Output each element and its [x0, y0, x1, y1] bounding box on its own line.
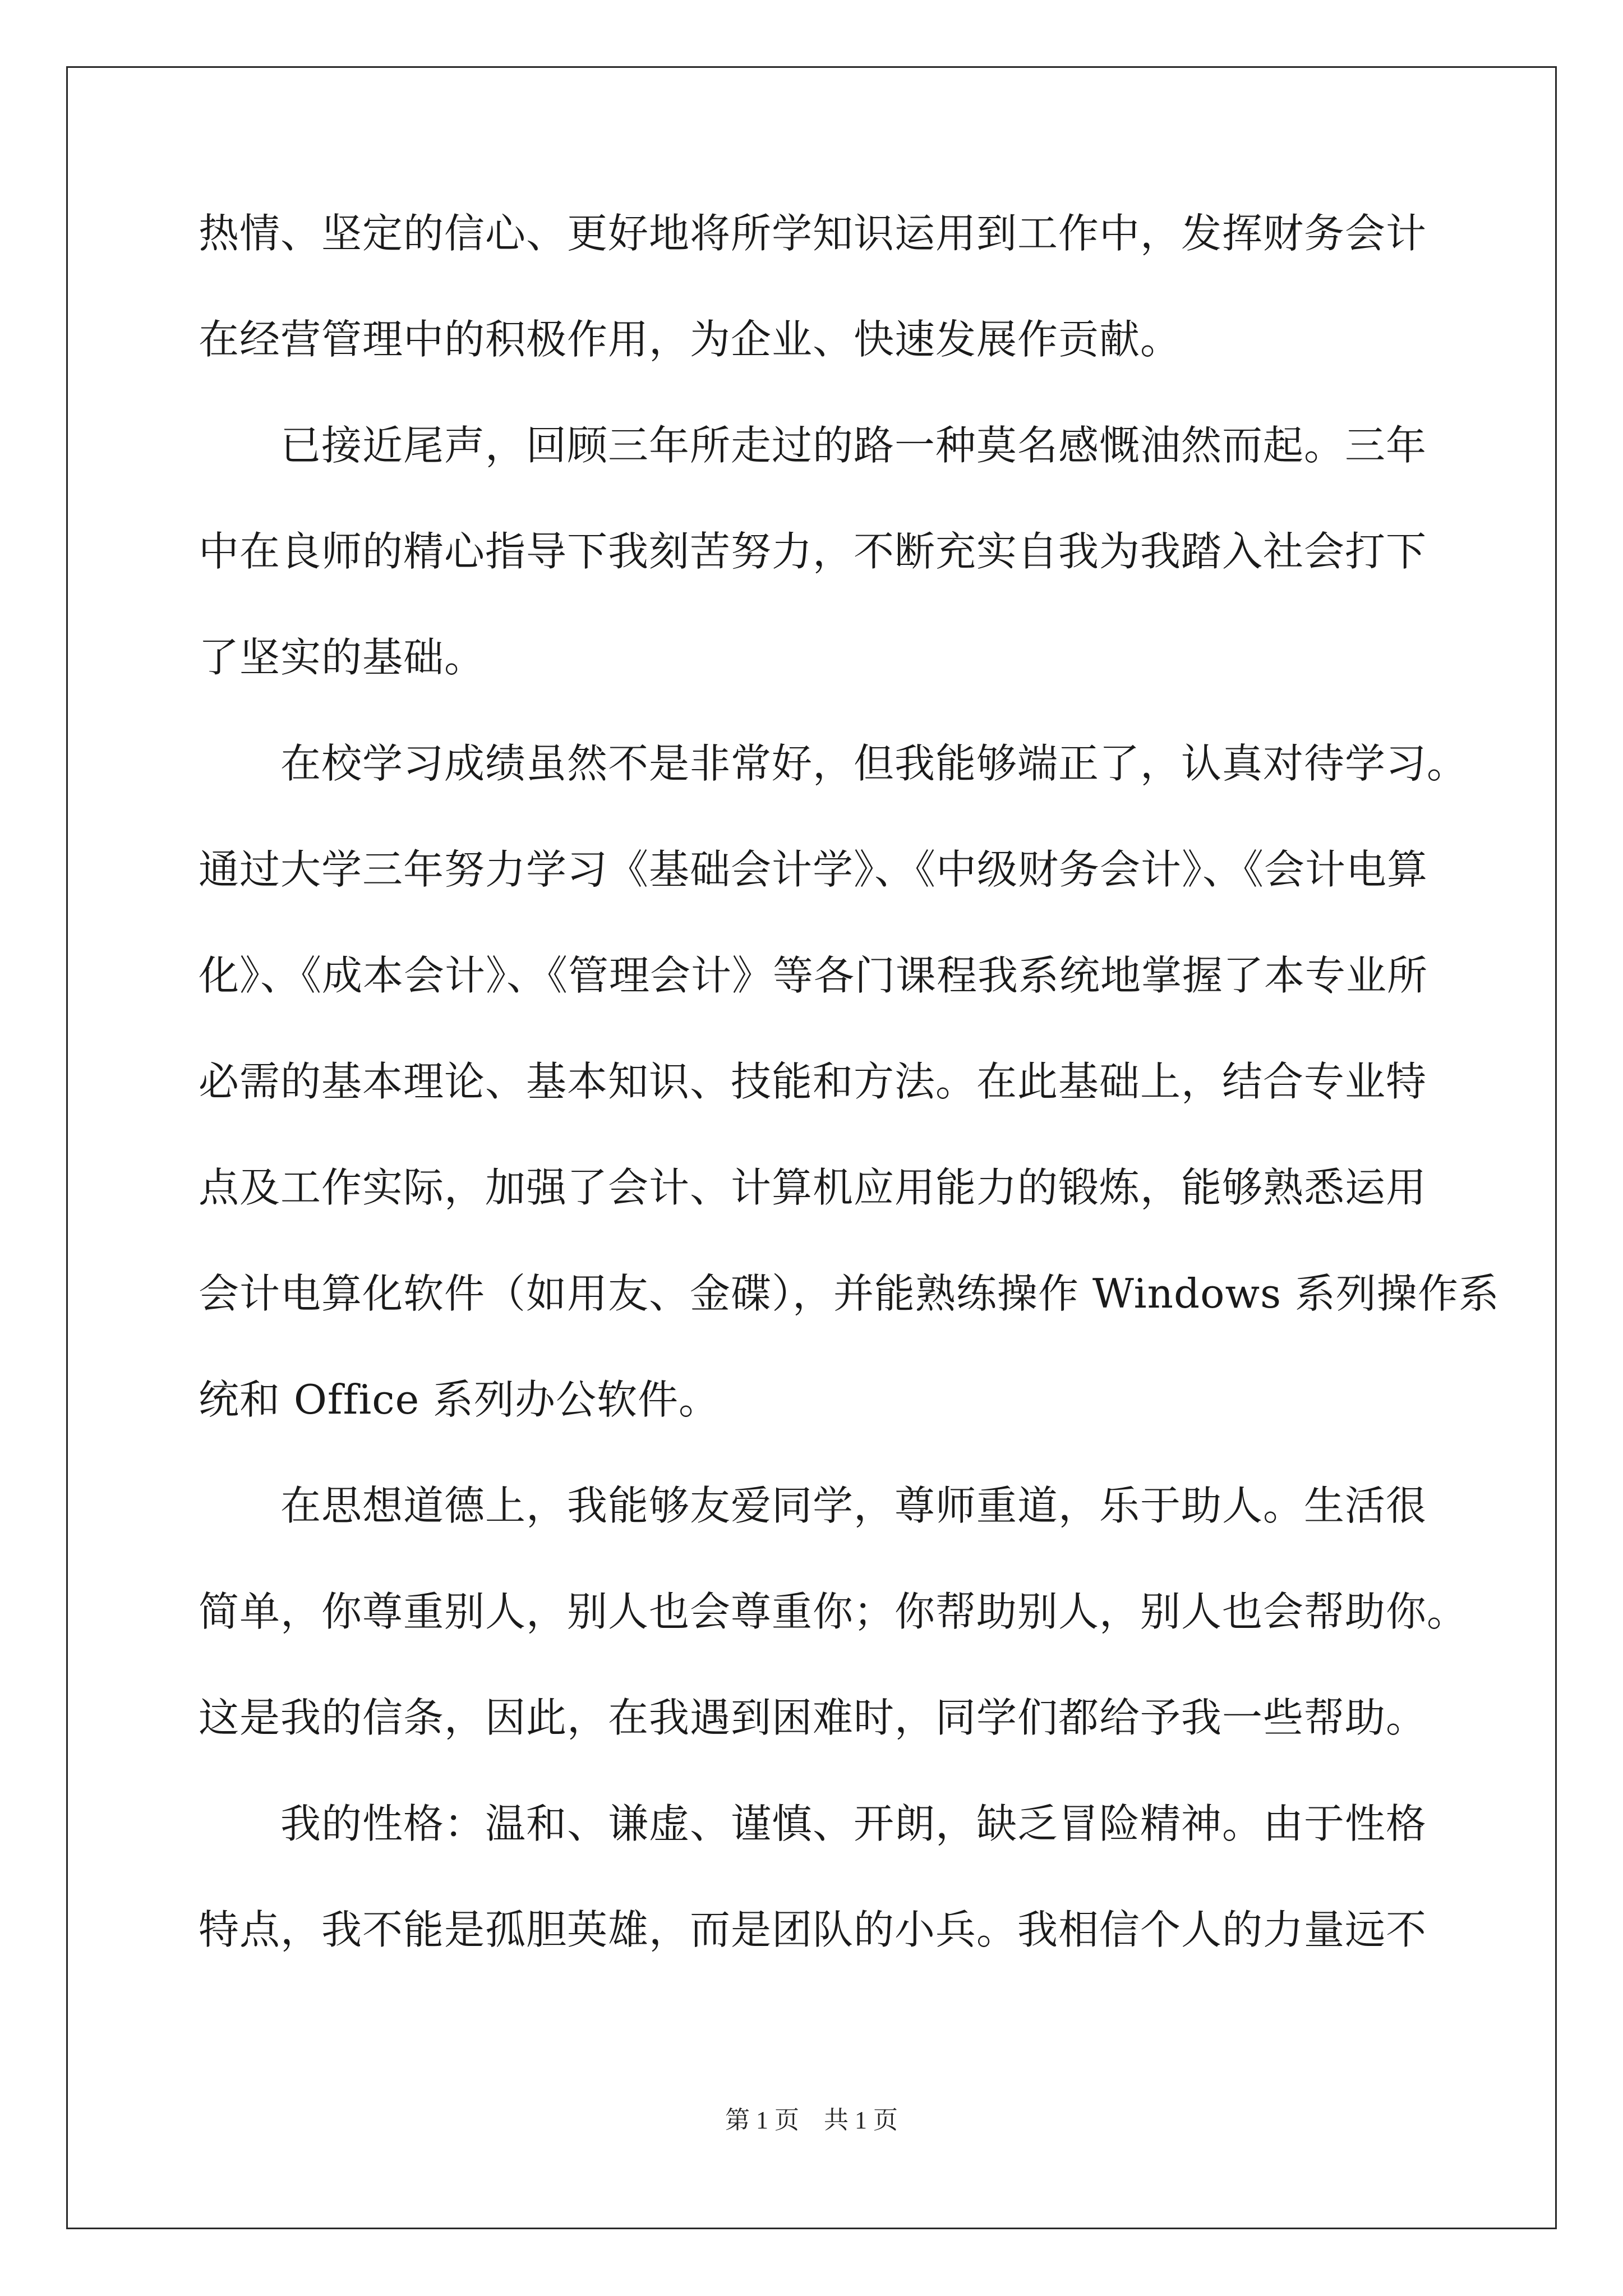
text-line: 已接近尾声，回顾三年所走过的路一种莫名感慨油然而起。三年 — [199, 422, 1427, 469]
text-line: 统和 Office 系列办公软件。 — [199, 1376, 720, 1423]
text-line: 必需的基本理论、基本知识、技能和方法。在此基础上，结合专业特 — [199, 1058, 1427, 1105]
text-line: 在校学习成绩虽然不是非常好，但我能够端正了，认真对待学习。 — [199, 740, 1468, 787]
text-line: 热情、坚定的信心、更好地将所学知识运用到工作中，发挥财务会计 — [199, 210, 1427, 257]
text-line: 我的性格：温和、谦虚、谨慎、开朗，缺乏冒险精神。由于性格 — [199, 1800, 1427, 1847]
text-line: 在思想道德上，我能够友爱同学，尊师重道，乐于助人。生活很 — [199, 1482, 1427, 1529]
page-footer — [0, 2108, 1623, 2133]
text-line: 在经营管理中的积极作用，为企业、快速发展作贡献。 — [199, 316, 1182, 363]
text-line: 特点，我不能是孤胆英雄，而是团队的小兵。我相信个人的力量远不 — [199, 1906, 1427, 1953]
page-total: 共 1 页 — [824, 2106, 898, 2134]
document-body — [199, 210, 1500, 2016]
text-line: 简单，你尊重别人，别人也会尊重你；你帮助别人，别人也会帮助你。 — [199, 1588, 1468, 1635]
text-line: 中在良师的精心指导下我刻苦努力，不断充实自我为我踏入社会打下 — [199, 528, 1427, 575]
text-line: 这是我的信条，因此，在我遇到困难时，同学们都给予我一些帮助。 — [199, 1694, 1427, 1741]
page-number: 第 1 页 — [725, 2106, 799, 2134]
text-line: 化》、《成本会计》、《管理会计》等各门课程我系统地掌握了本专业所 — [199, 952, 1428, 999]
text-line: 会计电算化软件（如用友、金碟），并能熟练操作 Windows 系列操作系 — [199, 1270, 1500, 1317]
text-line: 点及工作实际，加强了会计、计算机应用能力的锻炼，能够熟悉运用 — [199, 1164, 1427, 1211]
text-line: 通过大学三年努力学习《基础会计学》、《中级财务会计》、《会计电算 — [199, 846, 1428, 893]
text-line: 了坚实的基础。 — [199, 634, 486, 681]
